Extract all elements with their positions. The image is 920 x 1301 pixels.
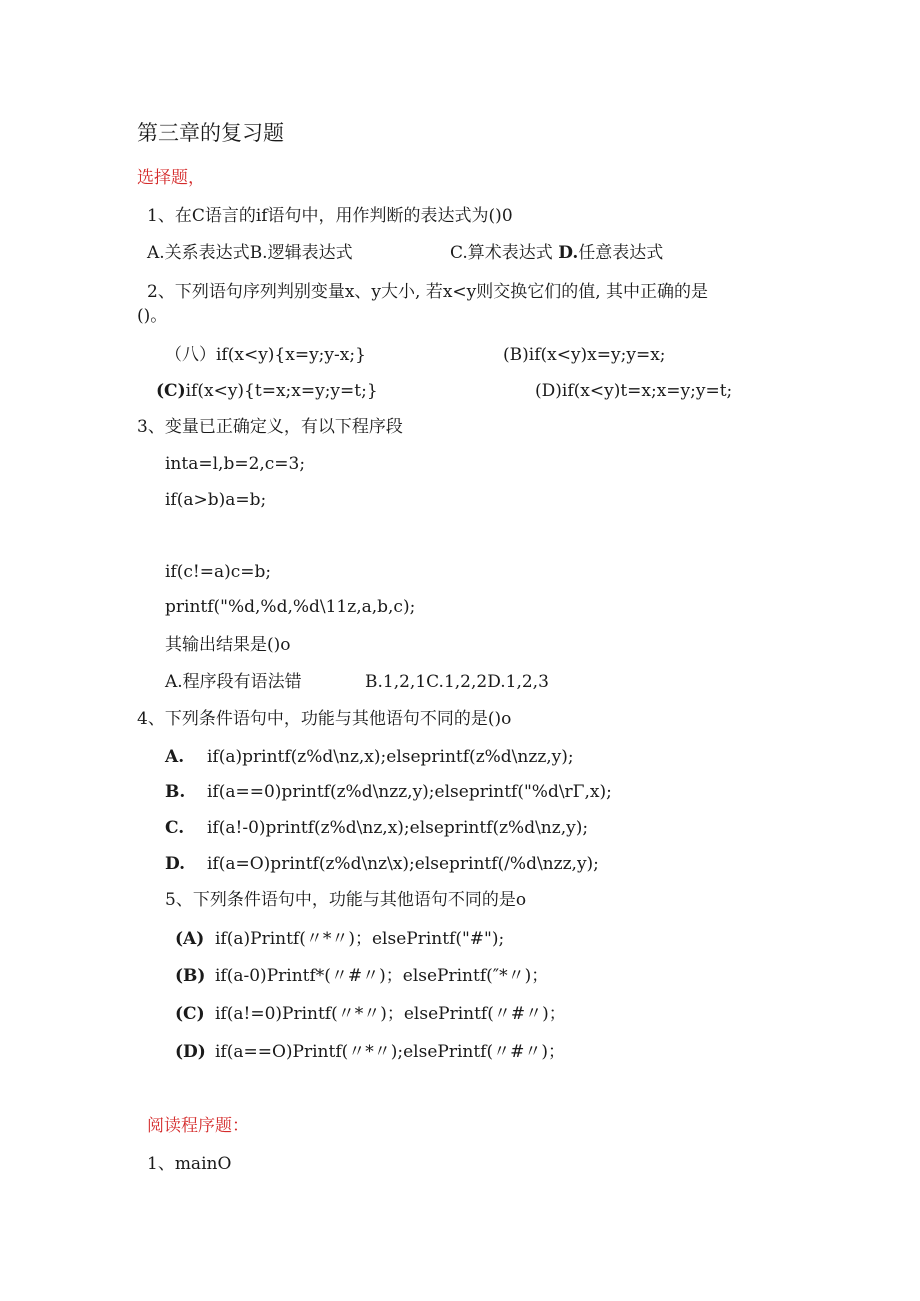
q3-option-a: A.程序段有语法错: [165, 672, 302, 692]
q2-option-c: if(x<y){t=x;x=y;y=t;}: [185, 381, 378, 401]
q5-option-c: if(a!=0)Printf(〃*〃)；elsePrintf(〃#〃)；: [215, 1004, 566, 1024]
q5-stem: 5、下列条件语句中，功能与其他语句不同的是o: [165, 890, 527, 910]
q1-stem: 1、在C语言的if语句中，用作判断的表达式为()0: [147, 206, 513, 226]
q5-option-d-label: (D): [175, 1042, 206, 1062]
page-title: 第三章的复习题: [137, 121, 284, 145]
q5-option-a: if(a)Printf(〃*〃)；elsePrintf("#");: [215, 929, 505, 949]
section-heading-reading: 阅读程序题：: [147, 1116, 249, 1136]
q4-option-d-label: D.: [165, 854, 186, 874]
q4-option-a-label: A.: [165, 747, 185, 767]
q1-option-a: A.关系表达式: [147, 243, 250, 263]
q1-option-d: 任意表达式: [578, 243, 664, 263]
q3-options-rest: B.1,2,1C.1,2,2D.1,2,3: [365, 672, 549, 692]
q3-code-line4: printf("%d,%d,%d\11z,a,b,c);: [165, 597, 416, 617]
q1-options-row-2: [450, 242, 663, 264]
q3-ask: 其输出结果是()o: [165, 635, 291, 655]
section-heading-choice: 选择题，: [137, 168, 205, 188]
q4-stem: 4、下列条件语句中，功能与其他语句不同的是()o: [137, 709, 512, 729]
q2-stem-line2: ()。: [137, 306, 168, 326]
q3-code-line3: if(c!=a)c=b;: [165, 562, 272, 582]
q5-option-a-label: (A): [175, 929, 205, 949]
q1-option-c: C.算术表达式: [450, 243, 553, 263]
q2-stem-line1: 2、下列语句序列判别变量x、y大小, 若x<y则交换它们的值, 其中正确的是: [147, 282, 709, 302]
q1-option-b: B.逻辑表达式: [249, 243, 353, 263]
q4-option-c: if(a!-0)printf(z%d\nz,x);elseprintf(z%d\nz,y);: [207, 818, 589, 838]
q2-option-d: (D)if(x<y)t=x;x=y;y=t;: [535, 381, 733, 401]
q4-option-b: if(a==0)printf(z%d\nzz,y);elseprintf("%d\rΓ,x);: [207, 782, 612, 802]
q2-option-a: （八）if(x<y){x=y;y-x;}: [165, 345, 366, 365]
q2-option-c-row: [156, 380, 378, 402]
q2-option-c-label: (C): [156, 381, 186, 401]
q5-option-b: if(a-0)Printf*(〃#〃)；elsePrintf(″*〃)；: [215, 966, 549, 986]
q3-code-line1: inta=l,b=2,c=3;: [165, 454, 306, 474]
q3-code-line2: if(a>b)a=b;: [165, 490, 267, 510]
q1-option-d-label: D.: [558, 243, 579, 263]
q1-options-row: [147, 242, 353, 264]
q3-stem: 3、变量已正确定义，有以下程序段: [137, 417, 403, 437]
q5-option-c-label: (C): [175, 1004, 205, 1024]
q4-option-b-label: B.: [165, 782, 186, 802]
q5-option-b-label: (B): [175, 966, 206, 986]
q4-option-d: if(a=O)printf(z%d\nz\x);elseprintf(/%d\nzz,y);: [207, 854, 599, 874]
q2-option-b: (B)if(x<y)x=y;y=x;: [503, 345, 666, 365]
q4-option-c-label: C.: [165, 818, 185, 838]
reading-item-1: 1、mainO: [147, 1154, 232, 1174]
q4-option-a: if(a)printf(z%d\nz,x);elseprintf(z%d\nzz,y);: [207, 747, 574, 767]
q5-option-d: if(a==O)Printf(〃*〃);elsePrintf(〃#〃)；: [215, 1042, 565, 1062]
